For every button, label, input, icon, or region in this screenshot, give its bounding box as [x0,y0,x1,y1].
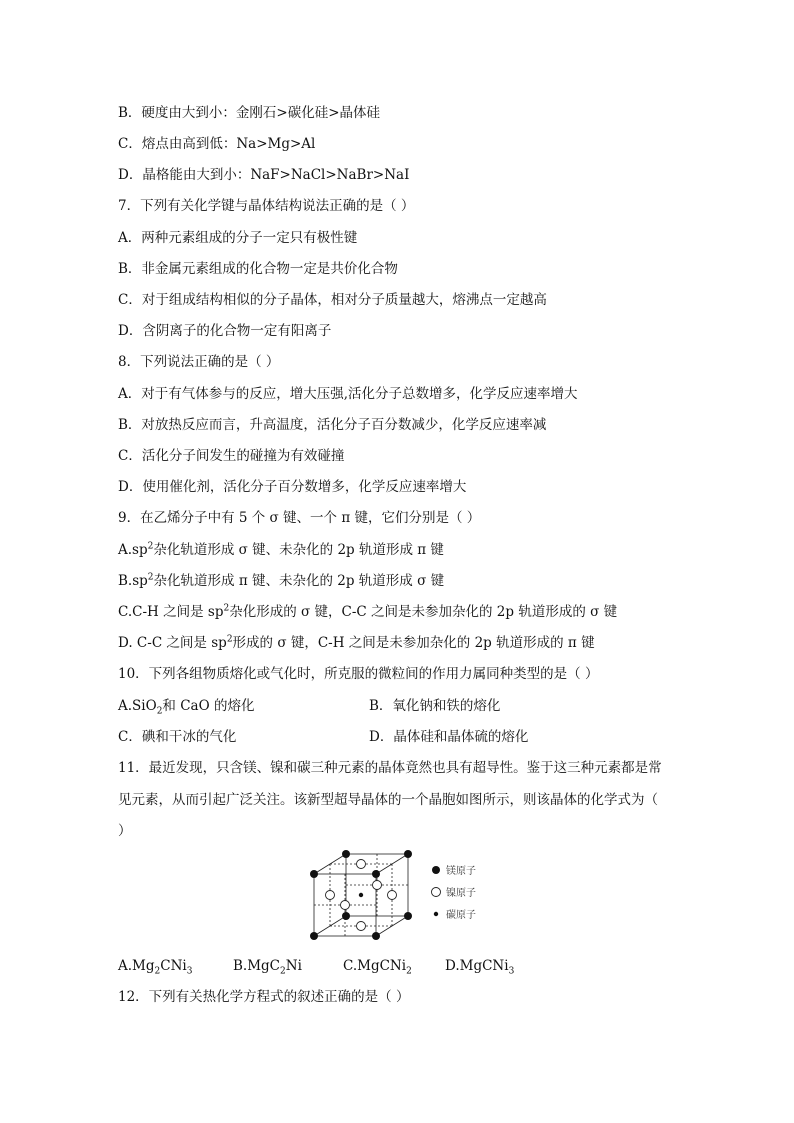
question-10-option-b: B．氧化钠和铁的熔化 [369,698,501,714]
question-8-option-a: A．对于有气体参与的反应，增大压强,活化分子总数增多，化学反应速率增大 [118,386,578,402]
question-11-line-2: 见元素，从而引起广泛关注。该新型超导晶体的一个晶胞如图所示，则该晶体的化学式为（ [118,792,658,808]
legend-mg-label: 镁原子 [446,866,476,877]
crystal-cell-figure [306,848,496,948]
question-11-line-3: ） [118,823,132,839]
question-8: 8．下列说法正确的是（ ） [118,354,280,370]
question-9: 9．在乙烯分子中有 5 个 σ 键、一个 π 键，它们分别是（ ） [118,510,481,526]
option-d-lattice-energy: D．晶格能由大到小：NaF>NaCl>NaBr>NaI [118,167,410,183]
question-11-option-c: C.MgCNi$_2$ [343,958,412,977]
question-11-option-b: B.MgC$_2$Ni [233,958,302,977]
question-12: 12．下列有关热化学方程式的叙述正确的是（ ） [118,989,410,1005]
question-7-option-c: C．对于组成结构相似的分子晶体，相对分子质量越大，熔沸点一定越高 [118,292,547,308]
question-7: 7．下列有关化学键与晶体结构说法正确的是（ ） [118,198,415,214]
option-b-hardness: B．硬度由大到小：金刚石>碳化硅>晶体硅 [118,105,381,121]
question-7-option-d: D．含阴离子的化合物一定有阳离子 [118,323,332,339]
question-9-option-b: $B.sp^2$杂化轨道形成 π 键、未杂化的 2p 轨道形成 σ 键 [118,572,445,589]
legend-ni-label: 镍原子 [446,888,476,899]
legend-mg-marker [432,866,440,874]
legend-c-label: 碳原子 [446,910,476,921]
question-8-option-b: B．对放热反应而言，升高温度，活化分子百分数减少，化学反应速率减 [118,417,547,433]
option-c-melting-point: C．熔点由高到低：Na>Mg>Al [118,136,316,152]
question-9-option-d: D. C-C 之间是 $sp^2$形成的 σ 键，C-H 之间是未参加杂化的 2p 轨道形成的 π 键 [118,634,595,651]
question-9-option-a: $A.sp^2$杂化轨道形成 σ 键、未杂化的 2p 轨道形成 π 键 [118,541,444,558]
question-10-option-a: A.SiO$_2$和 CaO 的熔化 [118,698,255,717]
question-11-line-1: 11．最近发现，只含镁、镍和碳三种元素的晶体竟然也具有超导性。鉴于这三种元素都是常 [118,760,662,776]
question-7-option-b: B．非金属元素组成的化合物一定是共价化合物 [118,261,398,277]
question-10-option-d: D．晶体硅和晶体硫的熔化 [369,729,529,745]
question-11-option-a: $A.Mg_2CNi_3$ [118,958,193,977]
question-7-option-a: A．两种元素组成的分子一定只有极性键 [118,230,358,246]
legend-c-marker [434,912,438,916]
question-9-option-c: C.C-H 之间是 $sp^2$杂化形成的 σ 键，C-C 之间是未参加杂化的 2p 轨道形成的 σ 键 [118,603,618,620]
question-10: 10．下列各组物质熔化或气化时，所克服的微粒间的作用力属同种类型的是（ ） [118,666,599,682]
question-11-option-d: D.MgCNi$_3$ [445,958,515,977]
question-10-option-c: C．碘和干冰的气化 [118,729,237,745]
question-8-option-c: C．活化分子间发生的碰撞为有效碰撞 [118,448,345,464]
question-8-option-d: D．使用催化剂，活化分子百分数增多，化学反应速率增大 [118,479,467,495]
legend-ni-marker [432,888,441,897]
